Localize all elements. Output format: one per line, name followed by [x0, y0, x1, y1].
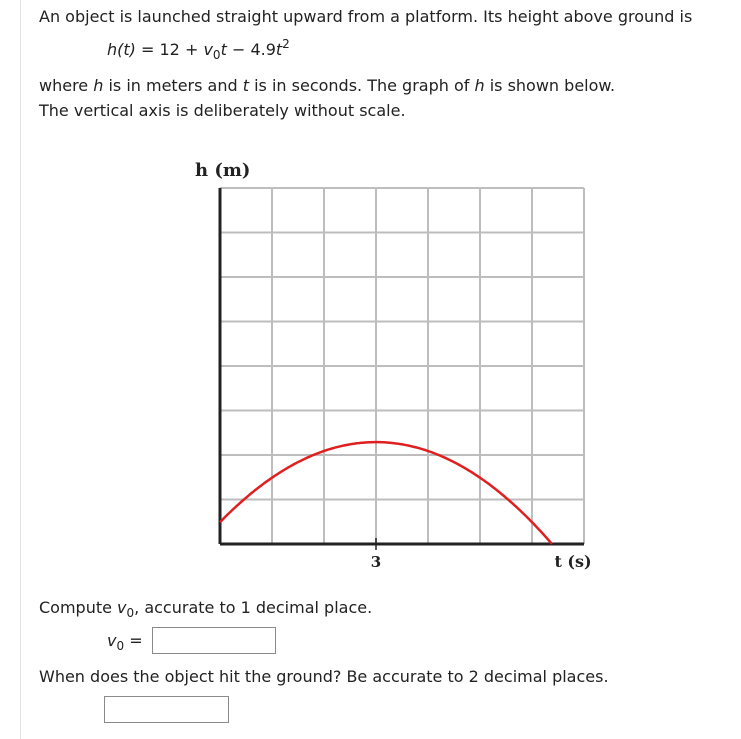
chart-axes: [220, 188, 584, 550]
q1-v: v: [117, 598, 127, 617]
where-line-1: [39, 73, 615, 98]
where-line-2: The vertical axis is deliberately without scale.: [39, 101, 406, 120]
formula-constant: 12: [159, 40, 180, 59]
v0-label-sub: 0: [116, 639, 125, 653]
landing-time-answer-input[interactable]: [104, 696, 229, 723]
formula-plus: +: [184, 40, 199, 59]
q1-sub: 0: [126, 606, 135, 620]
formula-exponent: 2: [282, 37, 290, 51]
where-mid2: is in seconds. The graph of: [249, 76, 475, 95]
where-h2: h: [474, 76, 485, 95]
intro-text: An object is launched straight upward from a platform. Its height above ground is: [39, 7, 693, 26]
x-axis-label: t (s): [554, 552, 592, 571]
height-formula: [107, 37, 290, 62]
question2-prompt: When does the object hit the ground? Be accurate to 2 decimal places.: [39, 667, 609, 686]
formula-coefficient: 4.9: [250, 40, 276, 59]
where-h: h: [93, 76, 104, 95]
where-post: is shown below.: [484, 76, 616, 95]
formula-v0: v: [203, 40, 213, 59]
formula-equals: =: [141, 40, 155, 59]
formula-lhs: h(t): [107, 40, 136, 59]
v0-answer-label: [107, 628, 143, 653]
v0-label-eq: =: [129, 631, 143, 650]
chart-grid: [220, 188, 584, 544]
formula-t-squared: t: [275, 40, 283, 59]
v0-label-v: v: [107, 631, 117, 650]
q1-pre: Compute: [39, 598, 118, 617]
height-graph: [190, 150, 610, 580]
where-mid1: is in meters and: [103, 76, 243, 95]
chart-curve-group: [220, 442, 552, 544]
question1-prompt: [39, 595, 372, 620]
q1-post: , accurate to 1 decimal place.: [134, 598, 373, 617]
v0-answer-input[interactable]: [152, 627, 276, 654]
formula-v0-subscript: 0: [212, 48, 221, 62]
left-margin-rule: [20, 0, 21, 739]
formula-minus: −: [231, 40, 246, 59]
where-t: t: [242, 76, 250, 95]
height-curve: [220, 442, 552, 544]
where-pre: where: [39, 76, 94, 95]
formula-t: t: [220, 40, 227, 59]
y-axis-label: h (m): [195, 160, 251, 181]
x-tick-label: 3: [370, 553, 382, 571]
